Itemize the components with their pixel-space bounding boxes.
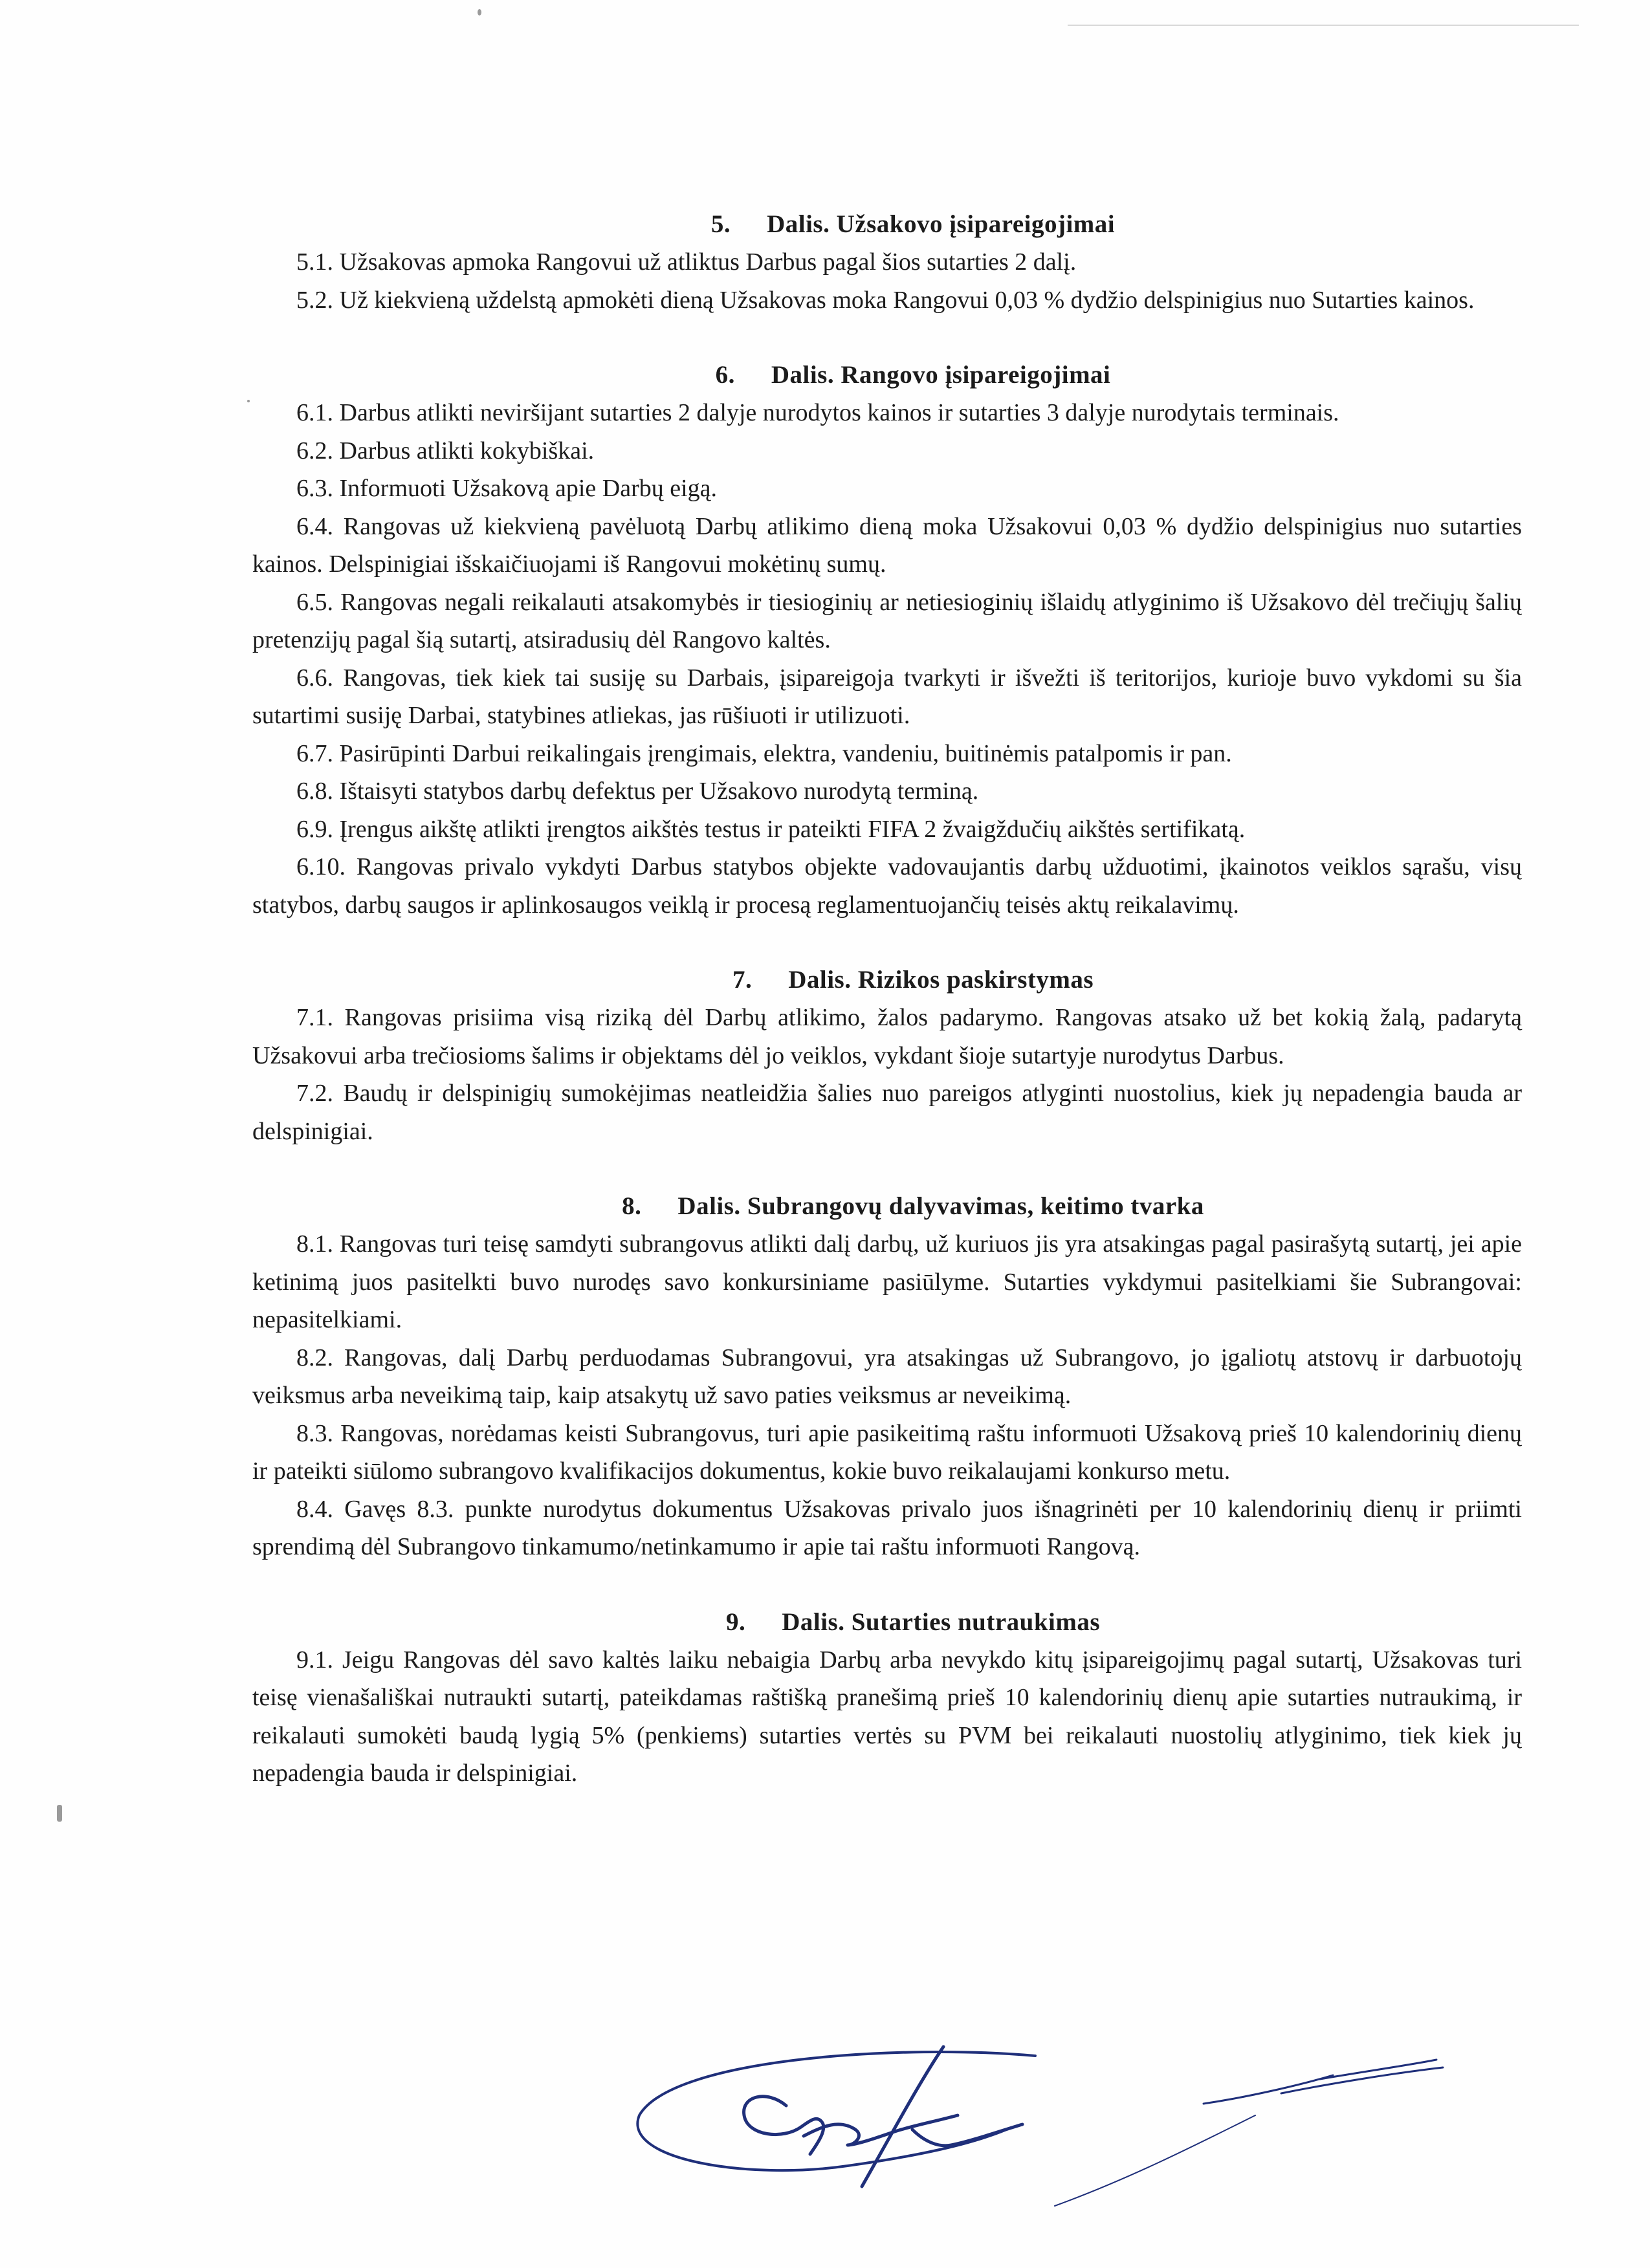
signature-left-loop (637, 2052, 1035, 2170)
section-6 (252, 356, 1522, 924)
clause-7-2: 7.2. Baudų ir delspinigių sumokėjimas neatleidžia šalies nuo pareigos atlyginti nuostolius, kiek jų nepadengia bauda ar delspinigiai. (252, 1080, 1522, 1145)
clause-6-10: 6.10. Rangovas privalo vykdyti Darbus statybos objekte vadovaujantis darbų užduotimi, įkainotos veiklos sąrašu, visų statybos, darbų saugos ir aplinkosaugos veiklą ir procesą reglamentuojančių teisės aktų reikalavimų. (252, 853, 1522, 919)
section-7 (252, 961, 1522, 1150)
clause-5-1: 5.1. Užsakovas apmoka Rangovui už atliktus Darbus pagal šios sutarties 2 dalį. (296, 248, 1077, 276)
signature-left-letters (744, 2097, 958, 2154)
section-heading (304, 1188, 1522, 1225)
clause-6-5: 6.5. Rangovas negali reikalauti atsakomybės ir tiesioginių ar netiesioginių išlaidų atlyginimo iš Užsakovo dėl trečiųjų šalių pretenzijų pagal šią sutartį, atsiradusių dėl Rangovo kaltės. (252, 588, 1522, 653)
clause-6-9: 6.9. Įrengus aikštę atlikti įrengtos aikštės testus ir pateikti FIFA 2 žvaigždučių aikštės sertifikatą. (296, 815, 1246, 843)
section-number: 5. (710, 210, 731, 238)
section-heading (304, 356, 1522, 394)
scan-speck (478, 9, 481, 16)
section-number: 8. (622, 1192, 642, 1220)
clause-8-3: 8.3. Rangovas, norėdamas keisti Subrangovus, turi apie pasikeitimą raštu informuoti Užsakovą prieš 10 kalendorinių dienų ir pateikti siūlomo subrangovo kvalifikacijos dokumentus, kokie buvo reikalaujami konkurso metu. (252, 1419, 1522, 1485)
section-number: 9. (725, 1608, 746, 1636)
clause-6-2: 6.2. Darbus atlikti kokybiškai. (296, 437, 595, 464)
section-number: 6. (715, 361, 735, 389)
clause-6-1: 6.1. Darbus atlikti neviršijant sutarties 2 dalyje nurodytos kainos ir sutarties 3 dalyje nurodytais terminais. (296, 399, 1339, 426)
signatures (634, 2018, 1514, 2212)
section-title: Dalis. Rangovo įsipareigojimai (771, 361, 1111, 389)
clause-5-2: 5.2. Už kiekvieną uždelstą apmokėti dieną Užsakovas moka Rangovui 0,03 % dydžio delspinigius nuo Sutarties kainos. (296, 286, 1475, 314)
section-heading (304, 1604, 1522, 1641)
signature-left-flourish (862, 2047, 1022, 2186)
section-title: Dalis. Rizikos paskirstymas (788, 966, 1094, 994)
clause-9-1: 9.1. Jeigu Rangovas dėl savo kaltės laiku nebaigia Darbų arba nevykdo kitų įsipareigojimų pagal sutartį, Užsakovas turi teisę vienašališkai nutraukti sutartį, pateikdamas raštišką pranešimą prieš 10 kalendorinių dienų apie sutarties nutraukimą, ir reikalauti sumokėti baudą lygią 5% (penkiems) sutarties vertės su PVM bei reikalauti nuostolių atlyginimo, tiek kiek jų nepadengia bauda ir delspinigiai. (252, 1646, 1522, 1787)
signature-right-stroke (1204, 2060, 1443, 2104)
section-number: 7. (732, 966, 753, 994)
section-title: Dalis. Užsakovo įsipareigojimai (767, 210, 1116, 238)
clause-8-1: 8.1. Rangovas turi teisę samdyti subrangovus atlikti dalį darbų, už kuriuos jis yra atsakingas pagal pasirašytą sutartį, jei apie ketinimą juos pasitelkti buvo nurodęs savo konkursiniame pasiūlyme. Sutarties vykdymui pasitelkiami šie Subrangovai: nepasitelkiami. (252, 1230, 1522, 1333)
scan-speck (247, 400, 250, 402)
document-body (252, 206, 1522, 1793)
clause-6-8: 6.8. Ištaisyti statybos darbų defektus per Užsakovo nurodytą terminą. (296, 778, 979, 805)
handwritten-signatures (634, 2018, 1514, 2212)
clause-8-2: 8.2. Rangovas, dalį Darbų perduodamas Subrangovui, yra atsakingas už Subrangovo, jo įgaliotų atstovų ir darbuotojų veiksmus arba neveikimą taip, kaip atsakytų už savo paties veiksmus ar neveikimą. (252, 1344, 1522, 1409)
clause-6-6: 6.6. Rangovas, tiek kiek tai susiję su Darbais, įsipareigoja tvarkyti ir išvežti iš teritorijos, kurioje buvo vykdomi su šia sutartimi susiję Darbai, statybines atliekas, jas rūšiuoti ir utilizuoti. (252, 664, 1522, 729)
clause-7-1: 7.1. Rangovas prisiima visą riziką dėl Darbų atlikimo, žalos padarymo. Rangovas atsako už bet kokią žalą, padarytą Užsakovui arba trečiosioms šalims ir objektams dėl jo veiklos, vykdant šioje sutartyje nurodytus Darbus. (252, 1004, 1522, 1069)
scan-top-rule (1068, 25, 1579, 26)
section-9 (252, 1604, 1522, 1793)
scan-speck (57, 1805, 62, 1822)
section-5 (252, 206, 1522, 319)
signature-right-tail (1055, 2115, 1255, 2206)
section-title: Dalis. Sutarties nutraukimas (782, 1608, 1101, 1636)
clause-6-4: 6.4. Rangovas už kiekvieną pavėluotą Darbų atlikimo dieną moka Užsakovui 0,03 % dydžio delspinigius nuo sutarties kainos. Delspinigiai išskaičiuojami iš Rangovui mokėtinų sumų. (252, 512, 1522, 578)
clause-6-3: 6.3. Informuoti Užsakovą apie Darbų eigą. (296, 475, 718, 502)
clause-6-7: 6.7. Pasirūpinti Darbui reikalingais įrengimais, elektra, vandeniu, buitinėmis patalpomis ir pan. (296, 739, 1232, 767)
clause-8-4: 8.4. Gavęs 8.3. punkte nurodytus dokumentus Užsakovas privalo juos išnagrinėti per 10 kalendorinių dienų ir priimti sprendimą dėl Subrangovo tinkamumo/netinkamumo ir apie tai raštu informuoti Rangovą. (252, 1495, 1522, 1560)
section-8 (252, 1188, 1522, 1566)
section-title: Dalis. Subrangovų dalyvavimas, keitimo tvarka (677, 1192, 1204, 1220)
section-heading (304, 206, 1522, 243)
section-heading (304, 961, 1522, 999)
